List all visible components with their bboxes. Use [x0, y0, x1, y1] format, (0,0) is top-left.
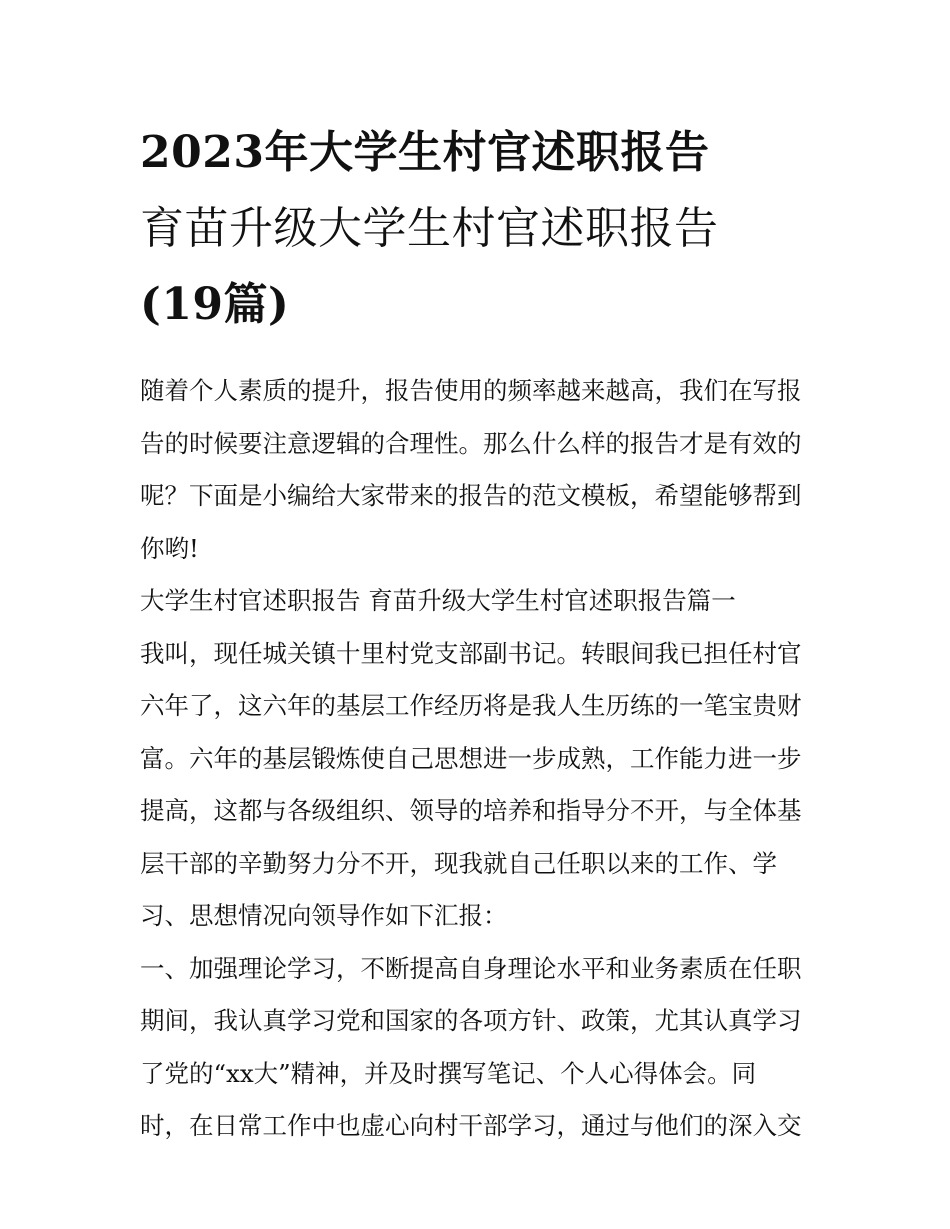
body-line: 了党的“xx大”精神，并及时撰写笔记、个人心得体会。同 — [140, 1058, 757, 1088]
body-line: 富。六年的基层锻炼使自己思想进一步成熟，工作能力进一步 — [140, 743, 802, 773]
title-line-1: 2023年大学生村官述职报告 — [140, 127, 710, 178]
body-line: 提高，这都与各级组织、领导的培养和指导分不开，与全体基 — [140, 796, 802, 825]
body-line: 六年了，这六年的基层工作经历将是我人生历练的一笔宝贵财 — [140, 691, 802, 720]
document-page — [140, 115, 820, 1153]
body-line: 层干部的辛勤努力分不开，现我就自己任职以来的工作、学 — [140, 848, 777, 878]
body-line: 呢？下面是小编给大家带来的报告的范文模板，希望能够帮到 — [140, 481, 802, 510]
body-line: 期间，我认真学习党和国家的各项方针、政策，尤其认真学习 — [140, 1006, 802, 1035]
body-line: 一、加强理论学习，不断提高自身理论水平和业务素质在任职 — [140, 953, 802, 983]
document-title — [140, 115, 820, 343]
body-line: 随着个人素质的提升，报告使用的频率越来越高，我们在写报 — [140, 376, 802, 405]
body-line: 习、思想情况向领导作如下汇报： — [140, 901, 508, 930]
body-line: 我叫，现任城关镇十里村党支部副书记。转眼间我已担任村官 — [140, 638, 802, 668]
body-line: 告的时候要注意逻辑的合理性。那么什么样的报告才是有效的 — [140, 428, 802, 458]
title-line-3: (19篇) — [140, 279, 290, 330]
section-heading: 大学生村官述职报告 育苗升级大学生村官述职报告篇一 — [140, 586, 736, 615]
title-line-2: 育苗升级大学生村官述职报告 — [140, 203, 719, 254]
document-body — [140, 365, 820, 1153]
body-line: 你哟! — [140, 533, 199, 563]
body-line: 时，在日常工作中也虚心向村干部学习，通过与他们的深入交 — [140, 1111, 802, 1140]
